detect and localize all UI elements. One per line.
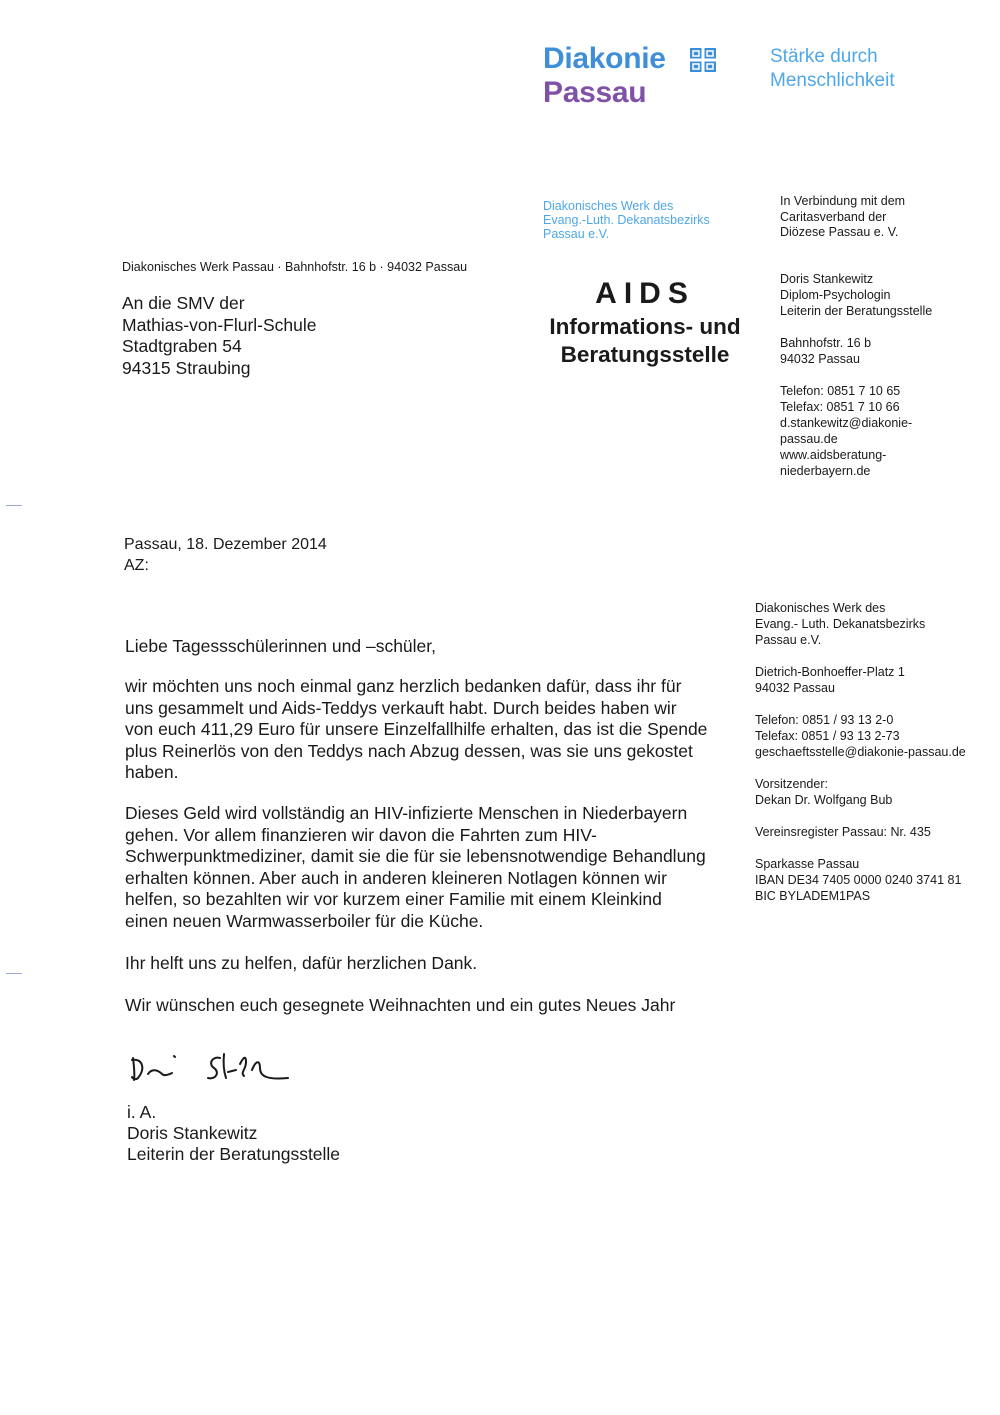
tagline-line: Stärke durch: [770, 46, 878, 67]
body-paragraph-2: [125, 803, 706, 932]
handwritten-signature: [128, 1046, 298, 1086]
sender-return-address: Diakonisches Werk Passau · Bahnhofstr. 16 b · 94032 Passau: [122, 260, 468, 274]
side-org-line: Diakonisches Werk des: [755, 601, 886, 615]
org-line: Passau e.V.: [543, 227, 610, 241]
recipient-line: 94315 Straubing: [122, 357, 251, 378]
recipient-address: [122, 293, 317, 379]
contact-street: Bahnhofstr. 16 b: [780, 336, 872, 350]
department-subtitle-line: Beratungsstelle: [560, 342, 730, 367]
side-chair-line: Vorsitzender:: [755, 777, 828, 791]
body-paragraph-4: Wir wünschen euch gesegnete Weihnachten und ein gutes Neues Jahr: [125, 995, 676, 1015]
side-bank-line: BIC BYLADEM1PAS: [755, 889, 871, 903]
contact-website: niederbayern.de: [780, 464, 871, 478]
contact-email: passau.de: [780, 432, 838, 446]
salutation: Liebe Tagessschülerinnen und –schüler,: [125, 636, 437, 656]
contact-website: www.aidsberatung-: [780, 448, 887, 462]
diakonie-cross-icon: [690, 48, 716, 72]
letter-date: Passau, 18. Dezember 2014: [124, 536, 327, 553]
side-register: Vereinsregister Passau: Nr. 435: [755, 825, 931, 839]
body-line: plus Reinerlös von den Teddys nach Abzug dessen, was sie uns gekostet: [125, 740, 693, 761]
recipient-line: Mathias-von-Flurl-Schule: [122, 314, 317, 335]
side-org-line: Evang.- Luth. Dekanatsbezirks: [755, 617, 926, 631]
body-line: haben.: [125, 762, 179, 782]
side-telecom-line: Telefax: 0851 / 93 13 2-73: [755, 729, 900, 743]
contact-city: 94032 Passau: [780, 352, 860, 366]
side-org-line: Passau e.V.: [755, 633, 822, 647]
recipient-line: Stadtgraben 54: [122, 336, 242, 356]
department-subtitle-line: Informations- und: [549, 314, 741, 339]
contact-role: Leiterin der Beratungsstelle: [780, 304, 933, 318]
logo-wordmark-diakonie: Diakonie: [543, 42, 666, 75]
caritas-line: Diözese Passau e. V.: [780, 225, 899, 239]
body-line: Dieses Geld wird vollständig an HIV-infizierte Menschen in Niederbayern: [125, 803, 688, 823]
closing-role: Leiterin der Beratungsstelle: [127, 1144, 341, 1164]
contact-fax: Telefax: 0851 7 10 66: [780, 400, 900, 414]
side-bank-line: IBAN DE34 7405 0000 0240 3741 81: [755, 873, 962, 887]
contact-block: [780, 271, 932, 479]
fold-mark: [6, 973, 22, 974]
closing-ia: i. A.: [127, 1102, 157, 1122]
side-telecom-line: Telefon: 0851 / 93 13 2-0: [755, 713, 894, 727]
caritas-note: [780, 194, 905, 241]
department-title: AIDS: [595, 277, 695, 310]
side-bank-line: Sparkasse Passau: [755, 857, 860, 871]
closing-block: [127, 1102, 340, 1165]
fold-mark: [6, 505, 22, 506]
side-address-line: 94032 Passau: [755, 681, 835, 695]
closing-name: Doris Stankewitz: [127, 1123, 258, 1143]
tagline-line: Menschlichkeit: [770, 70, 895, 91]
body-line: wir möchten uns noch einmal ganz herzlich bedanken dafür, dass ihr für: [125, 676, 682, 696]
contact-email: d.stankewitz@diakonie-: [780, 416, 913, 430]
body-paragraph-1: [125, 676, 707, 784]
body-line: Schwerpunktmediziner, damit sie die für sie lebensnotwendige Behandlung: [125, 846, 706, 866]
body-line: helfen, so bezahlten wir vor kurzem einer Familie mit einem Kleinkind: [125, 889, 662, 909]
date-block: [124, 534, 327, 576]
logo-wordmark-passau: Passau: [543, 76, 647, 109]
side-telecom-line: geschaeftsstelle@diakonie-passau.de: [755, 745, 966, 759]
body-line: von euch 411,29 Euro für unsere Einzelfallhilfe erhalten, das ist die Spende: [125, 719, 708, 739]
footer-sidebar: [755, 600, 966, 904]
department-subtitle: [540, 313, 750, 369]
side-address-line: Dietrich-Bonhoeffer-Platz 1: [755, 665, 905, 679]
body-paragraph-3: Ihr helft uns zu helfen, dafür herzlichen Dank.: [125, 953, 478, 973]
org-line: Evang.-Luth. Dekanatsbezirks: [543, 213, 710, 227]
org-line: Diakonisches Werk des: [543, 199, 674, 213]
contact-role: Diplom-Psychologin: [780, 288, 891, 302]
side-chair-line: Dekan Dr. Wolfgang Bub: [755, 793, 893, 807]
contact-name: Doris Stankewitz: [780, 272, 874, 286]
reference-label: AZ:: [124, 557, 149, 574]
recipient-line: An die SMV der: [122, 293, 245, 313]
caritas-line: In Verbindung mit dem: [780, 194, 906, 208]
contact-phone: Telefon: 0851 7 10 65: [780, 384, 901, 398]
body-line: uns gesammelt und Aids-Teddys verkauft habt. Durch beides haben wir: [125, 697, 677, 718]
caritas-line: Caritasverband der: [780, 209, 887, 224]
body-line: erhalten können. Aber auch in anderen kleineren Notlagen können wir: [125, 867, 667, 888]
body-line: einen neuen Warmwasserboiler für die Küche.: [125, 910, 484, 931]
organization-subtitle: [543, 199, 710, 241]
tagline: [770, 45, 895, 93]
body-line: gehen. Vor allem finanzieren wir davon die Fahrten zum HIV-: [125, 824, 597, 845]
